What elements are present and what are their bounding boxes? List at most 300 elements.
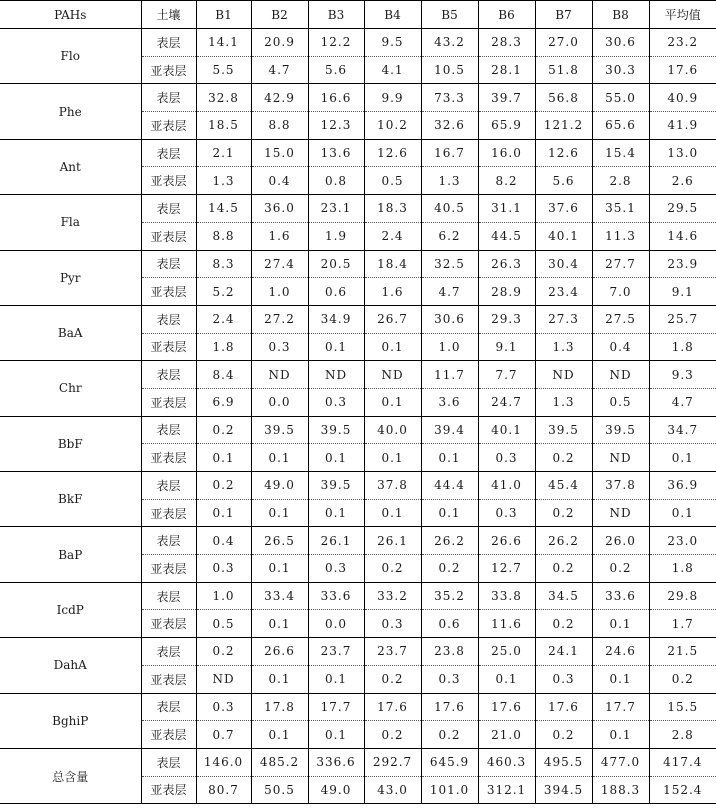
value-cell: 0.2: [364, 555, 421, 583]
value-cell: 11.3: [592, 222, 649, 250]
value-cell: 394.5: [535, 776, 592, 804]
mean-cell: 15.5: [649, 693, 716, 721]
value-cell: 0.1: [308, 721, 364, 749]
value-cell: 27.2: [251, 305, 308, 333]
value-cell: 292.7: [364, 748, 421, 776]
pah-name: 总含量: [0, 748, 141, 803]
value-cell: 41.0: [478, 472, 535, 500]
value-cell: 56.8: [535, 84, 592, 112]
value-cell: 40.1: [478, 416, 535, 444]
value-cell: 26.2: [535, 527, 592, 555]
soil-layer-label: 亚表层: [141, 112, 196, 140]
value-cell: 30.6: [592, 29, 649, 57]
pah-name: BaA: [0, 305, 141, 360]
mean-cell: 14.6: [649, 222, 716, 250]
value-cell: 2.1: [196, 139, 251, 167]
value-cell: 0.1: [196, 444, 251, 472]
value-cell: 0.1: [196, 499, 251, 527]
value-cell: 40.1: [535, 222, 592, 250]
value-cell: ND: [592, 499, 649, 527]
value-cell: 312.1: [478, 776, 535, 804]
value-cell: 0.1: [251, 555, 308, 583]
value-cell: 0.2: [364, 665, 421, 693]
value-cell: 1.6: [364, 278, 421, 306]
value-cell: 101.0: [421, 776, 478, 804]
value-cell: 42.9: [251, 84, 308, 112]
value-cell: 0.5: [364, 167, 421, 195]
soil-layer-label: 亚表层: [141, 776, 196, 804]
pah-name: Flo: [0, 29, 141, 84]
value-cell: 0.1: [421, 444, 478, 472]
value-cell: 23.1: [308, 195, 364, 223]
value-cell: 0.1: [364, 333, 421, 361]
value-cell: 6.2: [421, 222, 478, 250]
mean-cell: 23.2: [649, 29, 716, 57]
value-cell: 8.8: [251, 112, 308, 140]
value-cell: 37.8: [364, 472, 421, 500]
value-cell: 80.7: [196, 776, 251, 804]
value-cell: 18.5: [196, 112, 251, 140]
value-cell: 0.4: [196, 527, 251, 555]
value-cell: 336.6: [308, 748, 364, 776]
mean-cell: 9.3: [649, 361, 716, 389]
value-cell: 121.2: [535, 112, 592, 140]
value-cell: 34.5: [535, 582, 592, 610]
value-cell: 0.1: [308, 333, 364, 361]
pah-name: Chr: [0, 361, 141, 416]
table-row: [0, 748, 716, 776]
value-cell: 0.3: [308, 388, 364, 416]
value-cell: 39.5: [535, 416, 592, 444]
value-cell: 0.2: [364, 721, 421, 749]
value-cell: 0.2: [196, 638, 251, 666]
soil-layer-label: 亚表层: [141, 388, 196, 416]
value-cell: 44.4: [421, 472, 478, 500]
table-row: [0, 472, 716, 500]
value-cell: 26.2: [421, 527, 478, 555]
table-row: [0, 527, 716, 555]
table-row: [0, 250, 716, 278]
value-cell: 7.0: [592, 278, 649, 306]
value-cell: 5.6: [535, 167, 592, 195]
header-site-b5: B5: [421, 1, 478, 29]
value-cell: 37.6: [535, 195, 592, 223]
value-cell: 0.1: [364, 499, 421, 527]
mean-cell: 0.2: [649, 665, 716, 693]
value-cell: 27.3: [535, 305, 592, 333]
value-cell: 0.3: [478, 499, 535, 527]
soil-layer-label: 表层: [141, 416, 196, 444]
value-cell: 0.3: [196, 555, 251, 583]
value-cell: 40.0: [364, 416, 421, 444]
value-cell: 8.2: [478, 167, 535, 195]
header-site-b8: B8: [592, 1, 649, 29]
value-cell: 1.0: [251, 278, 308, 306]
value-cell: 16.7: [421, 139, 478, 167]
value-cell: 17.6: [478, 693, 535, 721]
mean-cell: 1.8: [649, 333, 716, 361]
mean-cell: 1.8: [649, 555, 716, 583]
value-cell: 17.7: [308, 693, 364, 721]
value-cell: 26.1: [308, 527, 364, 555]
value-cell: 26.0: [592, 527, 649, 555]
header-site-b6: B6: [478, 1, 535, 29]
value-cell: 33.4: [251, 582, 308, 610]
pah-name: Pyr: [0, 250, 141, 305]
soil-layer-label: 表层: [141, 638, 196, 666]
header-site-b2: B2: [251, 1, 308, 29]
value-cell: 0.1: [251, 721, 308, 749]
value-cell: 0.3: [308, 555, 364, 583]
value-cell: 39.7: [478, 84, 535, 112]
value-cell: 10.5: [421, 56, 478, 84]
value-cell: 9.1: [478, 333, 535, 361]
soil-layer-label: 表层: [141, 250, 196, 278]
value-cell: 0.3: [535, 665, 592, 693]
value-cell: 24.1: [535, 638, 592, 666]
soil-layer-label: 表层: [141, 305, 196, 333]
value-cell: 65.9: [478, 112, 535, 140]
value-cell: 33.6: [592, 582, 649, 610]
mean-cell: 0.1: [649, 444, 716, 472]
value-cell: 23.8: [421, 638, 478, 666]
value-cell: 8.3: [196, 250, 251, 278]
pah-name: BkF: [0, 472, 141, 527]
value-cell: ND: [364, 361, 421, 389]
value-cell: 32.6: [421, 112, 478, 140]
value-cell: 17.6: [535, 693, 592, 721]
value-cell: 5.5: [196, 56, 251, 84]
value-cell: 44.5: [478, 222, 535, 250]
value-cell: 24.6: [592, 638, 649, 666]
value-cell: 0.2: [535, 499, 592, 527]
value-cell: 0.3: [196, 693, 251, 721]
soil-layer-label: 亚表层: [141, 555, 196, 583]
value-cell: 20.9: [251, 29, 308, 57]
value-cell: 30.6: [421, 305, 478, 333]
mean-cell: 1.7: [649, 610, 716, 638]
value-cell: 26.1: [364, 527, 421, 555]
value-cell: 32.5: [421, 250, 478, 278]
value-cell: 10.2: [364, 112, 421, 140]
value-cell: ND: [308, 361, 364, 389]
value-cell: ND: [592, 361, 649, 389]
value-cell: 0.3: [364, 610, 421, 638]
soil-layer-label: 亚表层: [141, 222, 196, 250]
value-cell: 1.8: [196, 333, 251, 361]
value-cell: 460.3: [478, 748, 535, 776]
value-cell: 0.0: [308, 610, 364, 638]
value-cell: 18.3: [364, 195, 421, 223]
value-cell: 11.7: [421, 361, 478, 389]
value-cell: 4.7: [251, 56, 308, 84]
value-cell: 26.5: [251, 527, 308, 555]
mean-cell: 9.1: [649, 278, 716, 306]
value-cell: 17.6: [421, 693, 478, 721]
value-cell: 35.2: [421, 582, 478, 610]
value-cell: 4.1: [364, 56, 421, 84]
value-cell: 35.1: [592, 195, 649, 223]
value-cell: 17.8: [251, 693, 308, 721]
value-cell: 0.1: [251, 665, 308, 693]
value-cell: 477.0: [592, 748, 649, 776]
value-cell: 12.3: [308, 112, 364, 140]
mean-cell: 2.6: [649, 167, 716, 195]
value-cell: 12.2: [308, 29, 364, 57]
soil-layer-label: 亚表层: [141, 665, 196, 693]
mean-cell: 40.9: [649, 84, 716, 112]
value-cell: 26.6: [251, 638, 308, 666]
pah-name: BghiP: [0, 693, 141, 748]
value-cell: 18.4: [364, 250, 421, 278]
value-cell: 0.2: [535, 610, 592, 638]
value-cell: 34.9: [308, 305, 364, 333]
value-cell: 26.6: [478, 527, 535, 555]
value-cell: 39.5: [308, 472, 364, 500]
value-cell: 12.6: [364, 139, 421, 167]
soil-layer-label: 表层: [141, 472, 196, 500]
header-mean: 平均值: [649, 1, 716, 29]
value-cell: 0.1: [421, 499, 478, 527]
value-cell: 0.4: [592, 333, 649, 361]
value-cell: 645.9: [421, 748, 478, 776]
mean-cell: 36.9: [649, 472, 716, 500]
mean-cell: 152.4: [649, 776, 716, 804]
soil-layer-label: 亚表层: [141, 499, 196, 527]
value-cell: 146.0: [196, 748, 251, 776]
mean-cell: 29.5: [649, 195, 716, 223]
value-cell: 39.5: [308, 416, 364, 444]
value-cell: 4.7: [421, 278, 478, 306]
soil-layer-label: 表层: [141, 29, 196, 57]
value-cell: 65.6: [592, 112, 649, 140]
table-row: [0, 305, 716, 333]
value-cell: 23.4: [535, 278, 592, 306]
soil-layer-label: 亚表层: [141, 167, 196, 195]
value-cell: 1.0: [196, 582, 251, 610]
value-cell: 2.8: [592, 167, 649, 195]
value-cell: 24.7: [478, 388, 535, 416]
mean-cell: 2.8: [649, 721, 716, 749]
pah-name: Ant: [0, 139, 141, 194]
value-cell: 39.5: [251, 416, 308, 444]
value-cell: 0.2: [535, 721, 592, 749]
value-cell: 0.6: [421, 610, 478, 638]
value-cell: 0.1: [592, 721, 649, 749]
value-cell: 0.1: [251, 444, 308, 472]
soil-layer-label: 表层: [141, 748, 196, 776]
value-cell: 0.2: [196, 416, 251, 444]
soil-layer-label: 亚表层: [141, 278, 196, 306]
value-cell: 20.5: [308, 250, 364, 278]
value-cell: 49.0: [308, 776, 364, 804]
value-cell: 16.6: [308, 84, 364, 112]
table-row: [0, 693, 716, 721]
value-cell: 30.3: [592, 56, 649, 84]
value-cell: 9.9: [364, 84, 421, 112]
value-cell: 37.8: [592, 472, 649, 500]
table-row: [0, 416, 716, 444]
table-row: [0, 195, 716, 223]
value-cell: 27.0: [535, 29, 592, 57]
value-cell: 26.3: [478, 250, 535, 278]
value-cell: 188.3: [592, 776, 649, 804]
value-cell: 14.5: [196, 195, 251, 223]
value-cell: 12.6: [535, 139, 592, 167]
value-cell: 0.2: [592, 555, 649, 583]
value-cell: 3.6: [421, 388, 478, 416]
value-cell: 7.7: [478, 361, 535, 389]
mean-cell: 21.5: [649, 638, 716, 666]
header-site-b3: B3: [308, 1, 364, 29]
value-cell: 0.1: [251, 499, 308, 527]
value-cell: 27.4: [251, 250, 308, 278]
value-cell: 16.0: [478, 139, 535, 167]
value-cell: 50.5: [251, 776, 308, 804]
soil-layer-label: 表层: [141, 84, 196, 112]
value-cell: 0.1: [478, 665, 535, 693]
value-cell: 0.2: [196, 472, 251, 500]
value-cell: 0.1: [308, 499, 364, 527]
soil-layer-label: 表层: [141, 527, 196, 555]
header-soil: 土壤: [141, 1, 196, 29]
value-cell: 0.1: [308, 665, 364, 693]
value-cell: 28.1: [478, 56, 535, 84]
value-cell: 0.7: [196, 721, 251, 749]
value-cell: 1.0: [421, 333, 478, 361]
value-cell: 0.2: [535, 444, 592, 472]
value-cell: 55.0: [592, 84, 649, 112]
value-cell: 0.3: [251, 333, 308, 361]
value-cell: 1.3: [421, 167, 478, 195]
header-site-b1: B1: [196, 1, 251, 29]
table-row: [0, 638, 716, 666]
value-cell: 25.0: [478, 638, 535, 666]
value-cell: 30.4: [535, 250, 592, 278]
soil-layer-label: 表层: [141, 582, 196, 610]
value-cell: 45.4: [535, 472, 592, 500]
value-cell: 0.2: [421, 721, 478, 749]
value-cell: 51.8: [535, 56, 592, 84]
value-cell: 13.6: [308, 139, 364, 167]
value-cell: 485.2: [251, 748, 308, 776]
table-row: [0, 361, 716, 389]
value-cell: 26.7: [364, 305, 421, 333]
table-header: [0, 1, 716, 29]
table-body: [0, 29, 716, 804]
value-cell: 0.1: [364, 388, 421, 416]
value-cell: 0.5: [592, 388, 649, 416]
pah-name: Phe: [0, 84, 141, 139]
mean-cell: 4.7: [649, 388, 716, 416]
value-cell: 23.7: [308, 638, 364, 666]
value-cell: 6.9: [196, 388, 251, 416]
value-cell: 49.0: [251, 472, 308, 500]
value-cell: 1.3: [196, 167, 251, 195]
value-cell: 39.5: [592, 416, 649, 444]
soil-layer-label: 表层: [141, 139, 196, 167]
value-cell: 0.1: [592, 665, 649, 693]
value-cell: 12.7: [478, 555, 535, 583]
value-cell: 28.3: [478, 29, 535, 57]
value-cell: 495.5: [535, 748, 592, 776]
value-cell: 73.3: [421, 84, 478, 112]
value-cell: 2.4: [196, 305, 251, 333]
mean-cell: 34.7: [649, 416, 716, 444]
value-cell: 0.1: [364, 444, 421, 472]
value-cell: 28.9: [478, 278, 535, 306]
pah-name: IcdP: [0, 582, 141, 637]
value-cell: 15.4: [592, 139, 649, 167]
value-cell: 1.3: [535, 333, 592, 361]
value-cell: 5.6: [308, 56, 364, 84]
value-cell: 0.1: [592, 610, 649, 638]
soil-layer-label: 表层: [141, 361, 196, 389]
value-cell: 0.4: [251, 167, 308, 195]
value-cell: 0.6: [308, 278, 364, 306]
mean-cell: 417.4: [649, 748, 716, 776]
value-cell: 17.7: [592, 693, 649, 721]
value-cell: 2.4: [364, 222, 421, 250]
value-cell: 33.8: [478, 582, 535, 610]
mean-cell: 23.9: [649, 250, 716, 278]
mean-cell: 23.0: [649, 527, 716, 555]
value-cell: 0.2: [421, 555, 478, 583]
value-cell: 27.5: [592, 305, 649, 333]
value-cell: 27.7: [592, 250, 649, 278]
soil-layer-label: 亚表层: [141, 333, 196, 361]
value-cell: 32.8: [196, 84, 251, 112]
soil-layer-label: 表层: [141, 693, 196, 721]
value-cell: ND: [196, 665, 251, 693]
value-cell: 33.2: [364, 582, 421, 610]
mean-cell: 0.1: [649, 499, 716, 527]
value-cell: 0.8: [308, 167, 364, 195]
header-site-b7: B7: [535, 1, 592, 29]
table-row: [0, 29, 716, 57]
value-cell: 5.2: [196, 278, 251, 306]
soil-layer-label: 亚表层: [141, 610, 196, 638]
value-cell: 31.1: [478, 195, 535, 223]
value-cell: 17.6: [364, 693, 421, 721]
value-cell: 1.3: [535, 388, 592, 416]
header-site-b4: B4: [364, 1, 421, 29]
soil-layer-label: 表层: [141, 195, 196, 223]
value-cell: 21.0: [478, 721, 535, 749]
value-cell: 39.4: [421, 416, 478, 444]
value-cell: 23.7: [364, 638, 421, 666]
header-pahs: PAHs: [0, 1, 141, 29]
mean-cell: 17.6: [649, 56, 716, 84]
soil-layer-label: 亚表层: [141, 721, 196, 749]
value-cell: 1.6: [251, 222, 308, 250]
value-cell: 8.4: [196, 361, 251, 389]
value-cell: 8.8: [196, 222, 251, 250]
pah-name: DahA: [0, 638, 141, 693]
value-cell: 15.0: [251, 139, 308, 167]
value-cell: 43.0: [364, 776, 421, 804]
value-cell: 29.3: [478, 305, 535, 333]
value-cell: 43.2: [421, 29, 478, 57]
value-cell: 0.3: [421, 665, 478, 693]
mean-cell: 13.0: [649, 139, 716, 167]
mean-cell: 29.8: [649, 582, 716, 610]
table-row: [0, 84, 716, 112]
soil-layer-label: 亚表层: [141, 56, 196, 84]
value-cell: ND: [251, 361, 308, 389]
mean-cell: 25.7: [649, 305, 716, 333]
table-row: [0, 582, 716, 610]
